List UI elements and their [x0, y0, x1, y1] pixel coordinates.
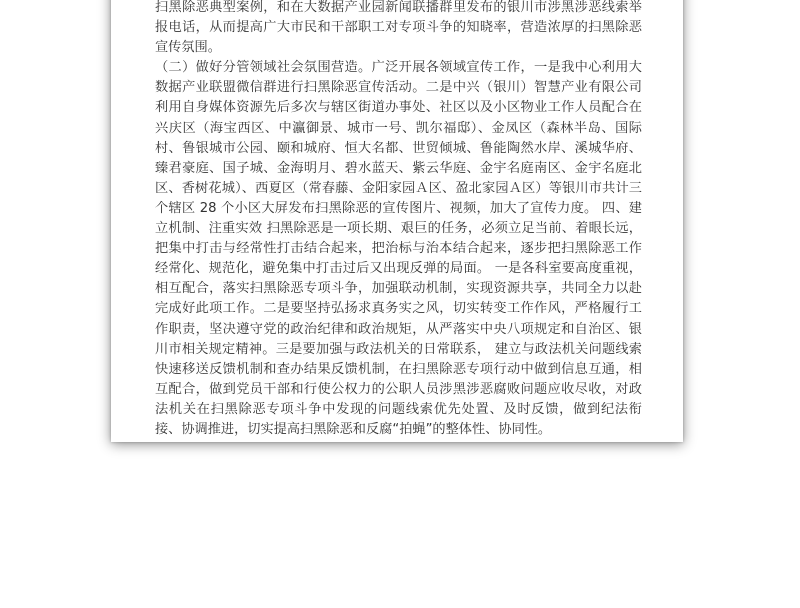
document-body — [155, 0, 642, 440]
document-page — [111, 0, 683, 442]
paragraph-2: （二）做好分管领域社会氛围营造。广泛开展各领域宣传工作，一是我中心利用大数据产业联盟微信群进行扫黑除恶宣传活动。二是中兴（银川）智慧产业有限公司利用自身媒体资源先后多次与辖区街道办事处、社区以及小区物业工作人员配合在兴庆区（海宝西区、中瀛御景、城市一号、凯尔福邸）、金凤区（森林半岛、国际村、鲁银城市公园、颐和城府、恒大名都、世贸倾城、鲁能陶然水岸、溪城华府、臻君豪庭、国子城、金海明月、碧水蓝天、紫云华庭、金宇名庭南区、金宇名庭北区、香树花城）、西夏区（常春藤、金阳家园Ａ区、盈北家园Ａ区）等银川市共计三个辖区 28 个小区大屏发布扫黑除恶的宣传图片、视频，加大了宣传力度。 四、建立机制、注重实效 扫黑除恶是一项长期、艰巨的任务，必须立足当前、着眼长远，把集中打击与经常性打击结合起来，把治标与治本结合起来，逐步把扫黑除恶工作经常化、规范化，避免集中打击过后又出现反弹的局面。 一是各科室要高度重视，相互配合，落实扫黑除恶专项斗争，加强联动机制，实现资源共享，共同全力以赴完成好此项工作。二是要坚持弘扬求真务实之风，切实转变工作作风，严格履行工作职责，坚决遵守党的政治纪律和政治规矩，从严落实中央八项规定和自治区、银川市相关规定精神。三是要加强与政法机关的日常联系， 建立与政法机关问题线索快速移送反馈机制和查办结果反馈机制，在扫黑除恶专项行动中做到信息互通，相互配合，做到党员干部和行使公权力的公职人员涉黑涉恶腐败问题应收尽收，对政法机关在扫黑除恶专项斗争中发现的问题线索优先处置、及时反馈，做到纪法衔接、协调推进，切实提高扫黑除恶和反腐“拍蝇”的整体性、协同性。 — [155, 60, 642, 437]
paragraph-1: 扫黑除恶典型案例，和在大数据产业园新闻联播群里发布的银川市涉黑涉恶线索举报电话，从而提高广大市民和干部职工对专项斗争的知晓率，营造浓厚的扫黑除恶宣传氛围。 — [155, 0, 642, 56]
